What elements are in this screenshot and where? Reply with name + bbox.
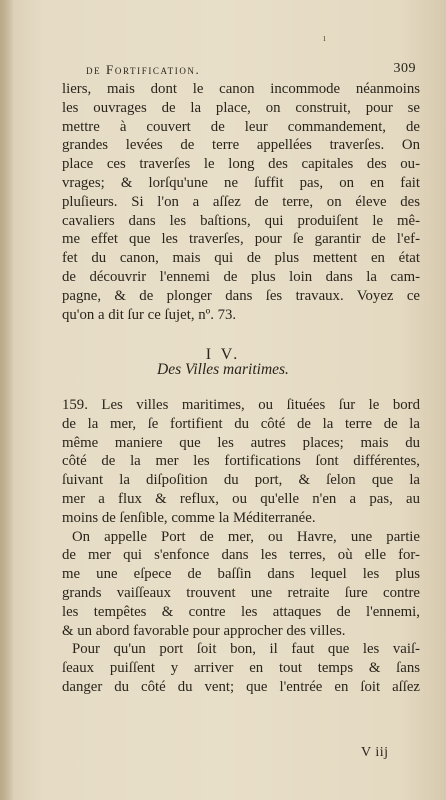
text-line: cavaliers dans les baſtions, qui produiſent le mê-: [62, 212, 420, 229]
page-header: [86, 62, 416, 80]
text-line: même maniere que les autres places; mais du: [62, 434, 420, 451]
text-line: mer a flux & reflux, ou qu'elle n'en a pas, au: [62, 490, 420, 507]
text-line: & un abord favorable pour approcher des villes.: [62, 622, 346, 639]
text-line: grands vaiſſeaux trouvent une retraite ſure contre: [62, 584, 420, 601]
section-number: I V.: [205, 346, 241, 363]
text-line: ſuivant la diſpoſition du port, & ſelon que la: [62, 472, 420, 489]
page-fold-shadow: [0, 0, 14, 800]
text-line: les ouvrages de la place, on construit, pour se: [62, 99, 420, 116]
text-line: ſeaux puiſſent y arriver en tout temps & ſans: [62, 660, 420, 677]
text-line: place ces traverſes le long des capitales des ou-: [62, 156, 420, 173]
text-line: grandes levées de terre appellées traverſes. On: [62, 137, 420, 154]
text-line: On appelle Port de mer, ou Havre, une partie: [72, 528, 420, 545]
text-line: les tempêtes & contre les attaques de l'ennemi,: [62, 603, 420, 620]
text-line: pagne, & de plonger dans ſes travaux. Voyez ce: [62, 287, 420, 304]
text-line: 159. Les villes maritimes, ou ſituées ſur le bord: [62, 397, 420, 413]
text-line: pluſieurs. Si l'on a aſſez de terre, on éleve des: [62, 193, 420, 210]
page-number: 309: [393, 61, 416, 76]
margin-mark: ı: [323, 33, 326, 44]
text-line: de mer qui s'enfonce dans les terres, où elle for-: [62, 547, 420, 564]
text-line: moins de ſenſible, comme la Méditerranée.: [62, 509, 316, 526]
text-line: fet du canon, mais qui de plus mettent en état: [62, 250, 420, 267]
text-line: vrages; & lorſqu'une ne ſuffit pas, on en fait: [62, 174, 420, 191]
text-line: qu'on a dit ſur ce ſujet, nº. 73.: [62, 306, 237, 323]
signature-mark: V iij: [361, 745, 389, 760]
text-line: mettre à couvert de leur commandement, de: [62, 118, 420, 135]
paragraph-bottom: [62, 396, 420, 697]
text-line: liers, mais dont le canon incommode néanmoins: [62, 81, 420, 97]
text-line: me une eſpece de baſſin dans lequel les plus: [62, 566, 420, 583]
text-line: côté de la mer les fortifications ſont différentes,: [62, 453, 420, 470]
running-title: de Fortification.: [86, 62, 201, 77]
text-line: danger du côté du vent; que l'entrée en ſoit aſſez: [62, 678, 420, 695]
text-line: Pour qu'un port ſoit bon, il faut que les vaiſ-: [72, 641, 420, 658]
section-title: Des Villes maritimes.: [157, 361, 289, 378]
text-line: me effet que les traverſes, pour ſe garantir de l'ef-: [62, 231, 420, 248]
paragraph-top: [62, 80, 420, 324]
text-line: de découvrir l'ennemi de plus loin dans la cam-: [62, 268, 420, 285]
text-line: de la mer, ſe fortifient du côté de la terre de la: [62, 415, 420, 432]
